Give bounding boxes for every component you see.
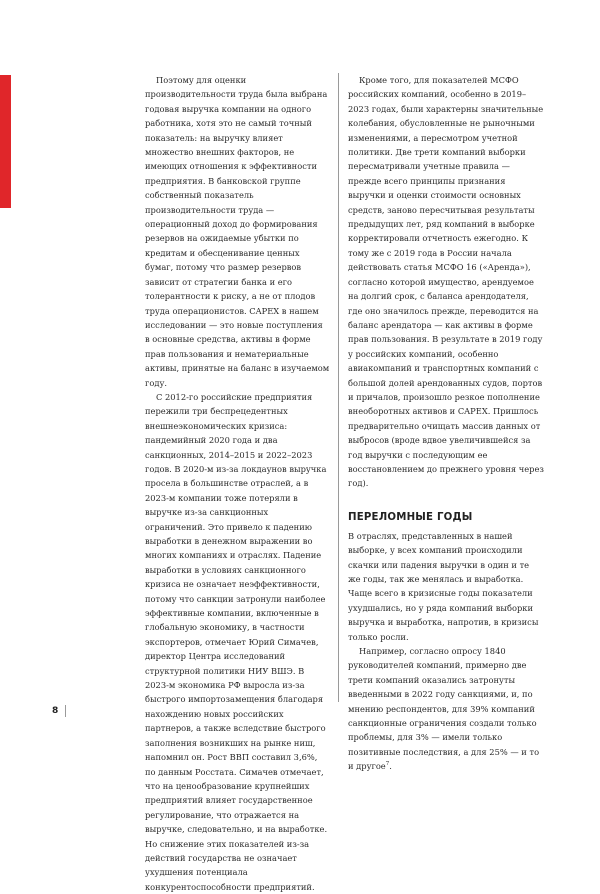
paragraph: С 2012-го российские предприятия пережили три беспрецедентных внешнеэкономических кризиса: пандемийный 2020 года и два санкционных, 2014–2015 и 2022–2023 годов. В 2020-м из-за локдаунов выручка просела в большинстве отраслей, а в 2023-м компании тоже потеряли в выручке из-за санкционных ограничений. Это привело к падению выработки в денежном выражении во многих компаниях и отраслях. Падение выработки в условиях санкционного кризиса не означает неэффективности, потому что санкции затронули наиболее эффективные компании, включенные в глобальную экономику, в частности экспортеров, отмечает Юрий Симачев, директор Центра исследований структурной политики НИУ ВШЭ. В 2023-м экономика РФ выросла из-за быстрого импортозамещения благодаря нахождению новых российских партнеров, а также вследствие быстрого заполнения возникших на рынке ниш, напомнил он. Рост ВВП составил 3,6%, по данным Росстата. Симачев отмечает, что на ценообразование крупнейших предприятий влияет государственное регулирование, что отражается на выручке, следовательно, и на выработке. Но снижение этих показателей из-за действий государства не означает ухудшения потенциала конкурентоспособности предприятий. [145,391,328,892]
paragraph: В отраслях, представленных в нашей выборке, у всех компаний происходили скачки или падения выручки в один и те же годы, так же менялась и выработка. Чаще всего в кризисные годы показатели ухудшались, но у ряда компаний выборки выручка и выработка, напротив, в кризисы только росли. [348,530,539,642]
page-number: 8 [52,706,59,716]
right-column [348,73,544,774]
paragraph: Кроме того, для показателей МСФО российских компаний, особенно в 2019–2023 годах, были характерны значительные колебания, обусловленные не рыночными изменениями, а пересмотром учетной политики. Две трети компаний выборки пересматривали учетные правила — прежде всего принципы признания выручки и оценки стоимости основных средств, заново пересчитывая результаты предыдущих лет, ряд компаний в выборке корректировали отчетность ежегодно. К тому же с 2019 года в России начала действовать статья МСФО 16 («Аренда»), согласно которой имущество, арендуемое на долгий срок, с баланса арендодателя, где оно значилось прежде, переводится на баланс арендатора — как активы в форме прав пользования. В результате в 2019 году у российских компаний, особенно авиакомпаний и транспортных компаний с большой долей арендованных судов, портов и причалов, произошло резкое пополнение внеоборотных активов и CAPEX. Пришлось предварительно очищать массив данных от выбросов (вроде вдвое увеличившейся за год выручки с последующим ее восстановлением до прежнего уровня через год). [348,75,544,489]
section-heading: ПЕРЕЛОМНЫЕ ГОДЫ [348,511,473,523]
red-accent-bar [0,75,11,208]
page-number-separator [65,705,66,717]
left-column [145,73,330,894]
paragraph: Поэтому для оценки производительности труда была выбрана годовая выручка компании на одного работника, хотя это не самый точный показатель: на выручку влияет множество внешних факторов, не имеющих отношения к эффективности предприятия. В банковской группе собственный показатель производительности труда — операционный доход до формирования резервов на ожидаемые убытки по кредитам и обесценивание ценных бумаг, потому что размер резервов зависит от стратегии банка и его толерантности к риску, а не от плодов труда операционистов. CAPEX в нашем исследовании — это новые поступления в основные средства, активы в форме прав пользования и нематериальные активы, принятые на баланс в изучаемом году. [145,75,330,388]
column-divider [338,73,339,702]
footnote-marker: 7 [385,761,390,768]
paragraph: Например, согласно опросу 1840 руководителей компаний, примерно две трети компаний оказались затронуты введенными в 2022 году санкциями, и, по мнению респондентов, для 39% компаний санкционные ограничения создали только проблемы, для 3% — имели только позитивные последствия, а для 25% — и то и другое$^7$. [348,646,540,772]
paragraph-text: Например, согласно опросу 1840 руководителей компаний, примерно две трети компаний оказались затронуты введенными в 2022 году санкциями, и, по мнению респондентов, для 39% компаний санкционные ограничения создали только проблемы, для 3% — имели только позитивные последствия, а для 25% — и то и другое [348,646,540,772]
